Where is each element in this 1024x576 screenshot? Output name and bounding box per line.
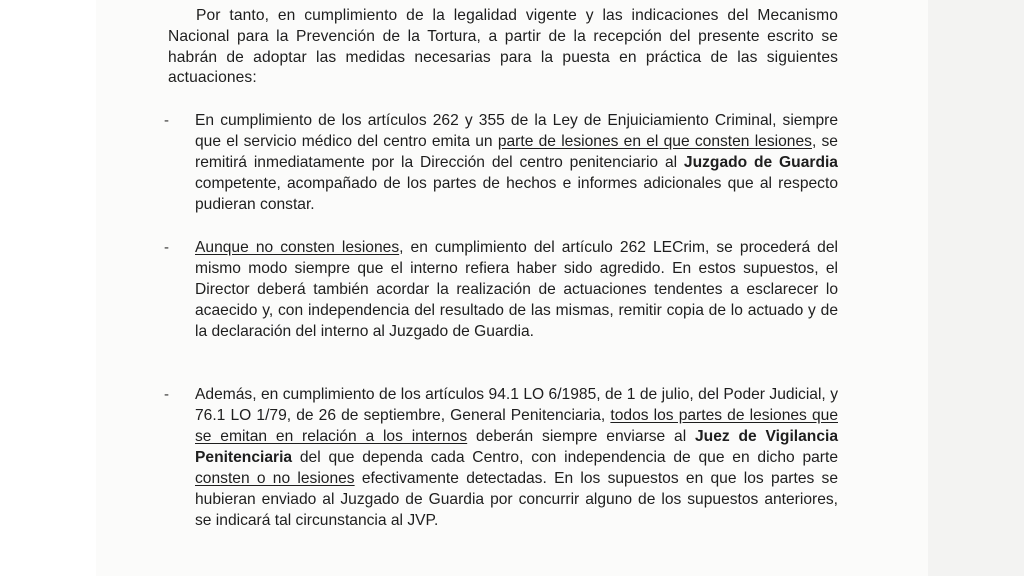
item-3-underline-1: todos los partes de lesiones que se emitan en relación a los internos [195, 407, 838, 445]
bullet-dash: - [164, 239, 169, 256]
item-1-bold: Juzgado de Guardia [683, 154, 838, 171]
item-3-part-d: efectivamente detectadas. En los supuestos en que los partes se hubieran enviado al Juzgado de Guardia por concurrir alguno de los supuestos anteriores, se indicará tal circunstancia al JVP. [195, 470, 839, 529]
list-item-3 [164, 384, 839, 531]
left-margin [0, 0, 96, 576]
item-1-part-c: competente, acompañado de los partes de hechos e informes adicionales que al respecto pudieran constar. [195, 175, 838, 213]
right-margin [928, 0, 1024, 576]
item-3-part-a: Además, en cumplimiento de los artículos 94.1 LO 6/1985, de 1 de julio, del Poder Judicial, y 76.1 LO 1/79, de 26 de septiembre, General Penitenciaria, [195, 386, 838, 424]
item-2-underline: Aunque no consten lesiones [195, 239, 400, 256]
intro-text: Por tanto, en cumplimiento de la legalidad vigente y las indicaciones del Mecanismo Nacional para la Prevención de la Tortura, a partir de la recepción del presente escrito se habrán de adoptar las medidas necesarias para la puesta en práctica de las siguientes actuaciones: [168, 7, 838, 87]
item-3-bold: Juez de Vigilancia Penitenciaria [195, 428, 839, 466]
intro-paragraph [168, 6, 838, 89]
item-3-part-b: deberán siempre enviarse al [467, 428, 695, 445]
item-1-part-a: En cumplimiento de los artículos 262 y 355 de la Ley de Enjuiciamiento Criminal, siempre que el servicio médico del centro emita un [195, 112, 838, 150]
bullet-dash: - [164, 112, 169, 129]
item-2-part-a: , en cumplimiento del artículo 262 LECrim, se procederá del mismo modo siempre que el interno refiera haber sido agredido. En estos supuestos, el Director deberá también acordar la realización de actuaciones tendentes a esclarecer lo acaecido y, con independencia del resultado de las mismas, remitir copia de lo actuado y de la declaración del interno al Juzgado de Guardia. [195, 239, 838, 340]
list-item-1 [164, 110, 838, 215]
bullet-dash: - [164, 386, 169, 403]
list-item-2 [164, 237, 838, 342]
item-1-text [168, 110, 838, 215]
item-2-text [168, 237, 838, 342]
item-3-text [168, 384, 838, 531]
item-1-underline: parte de lesiones en el que consten lesiones [497, 133, 812, 150]
item-3-part-c: del que dependa cada Centro, con independencia de que en dicho parte [292, 449, 838, 466]
item-3-underline-2: consten o no lesiones [195, 470, 355, 487]
item-1-part-b: , se remitirá inmediatamente por la Dirección del centro penitenciario al [195, 133, 838, 171]
